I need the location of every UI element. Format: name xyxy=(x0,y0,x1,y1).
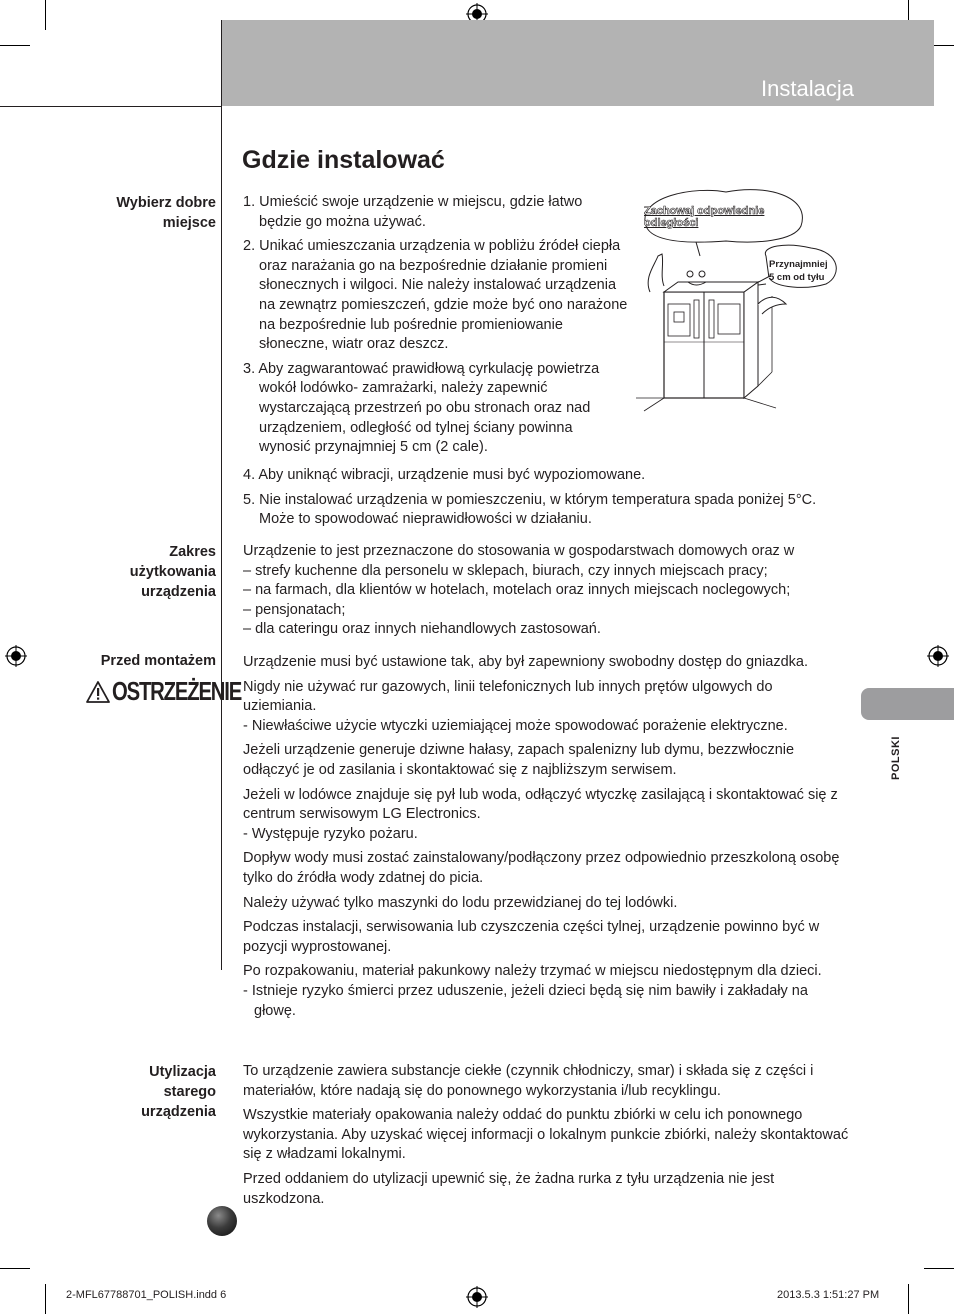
list-item: 5. Nie instalować urządzenia w pomieszczeniu, w którym temperatura spada poniżej 5°C. Może to spowodować nieprawidłowości w działaniu. xyxy=(243,491,817,528)
bubble-caption xyxy=(769,258,828,284)
section-label-disposal xyxy=(141,1062,216,1122)
usage-line: – na farmach, dla klientów w hotelach, motelach oraz innych miejscach noclegowych; xyxy=(243,582,791,599)
bubble-caption-line: 5 cm od tyłu xyxy=(769,272,825,283)
paragraph: - Niewłaściwe użycie wtyczki uziemiającej może spowodować porażenie elektryczne. xyxy=(243,717,788,734)
cloud-caption-line: odległości xyxy=(644,217,699,229)
footer-file: 2-MFL67788701_POLISH.indd 6 xyxy=(66,1289,227,1301)
label-line: użytkowania xyxy=(129,564,216,580)
before-install-text xyxy=(243,653,849,1026)
language-tab xyxy=(861,688,954,720)
disposal-text xyxy=(243,1062,849,1214)
crop-mark xyxy=(924,1268,954,1269)
label-line: urządzenia xyxy=(141,1104,216,1120)
bubble-caption-line: Przynajmniej xyxy=(769,259,828,270)
list-item: 4. Aby uniknąć wibracji, urządzenie musi być wypoziomowane. xyxy=(243,467,646,483)
column-divider xyxy=(221,20,222,970)
paragraph: Dopływ wody musi zostać zainstalowany/podłączony przez odpowiednio przeszkoloną osobę tylko do źródła wody zdatnej do picia. xyxy=(243,850,840,886)
usage-line: Urządzenie to jest przeznaczone do stosowania w gospodarstwach domowych oraz w xyxy=(243,543,795,559)
page-title: Gdzie instalować xyxy=(242,146,445,174)
section-label-location xyxy=(116,193,216,233)
crop-mark xyxy=(45,0,46,30)
list-item: 1. Umieścić swoje urządzenie w miejscu, gdzie łatwo będzie go można używać. xyxy=(243,194,583,230)
language-label: POLSKI xyxy=(889,736,902,780)
footer-timestamp: 2013.5.3 1:51:27 PM xyxy=(777,1289,880,1301)
usage-line: – pensjonatach; xyxy=(243,601,346,618)
paragraph: Nigdy nie używać rur gazowych, linii telefonicznych lub innych prętów ulgowych do uziemiania. xyxy=(243,678,773,715)
list-item: 2. Unikać umieszczania urządzenia w pobliżu źródeł ciepła oraz narażania go na bezpośrednie działanie promieni słonecznych i wilgoci. Nie należy instalować urządzenia na zewnątrz pomieszczeń, gdzie może być ono narażone na bezpośrednie lub pośrednie promieniowanie słoneczne, wiatr oraz deszcz. xyxy=(243,238,628,353)
paragraph: Wszystkie materiały opakowania należy oddać do punktu zbiórki w celu ich ponownego wykorzystania. Aby uzyskać więcej informacji o lokalnym punkcie zbiórki, należy skontaktować się z władzami lokalnymi. xyxy=(243,1107,849,1163)
registration-mark-icon xyxy=(927,645,949,667)
crop-mark xyxy=(0,45,30,46)
section-label-before-install: Przed montażem xyxy=(100,653,216,669)
label-line: miejsce xyxy=(162,215,216,231)
usage-line: – dla cateringu oraz innych niehandlowych zastosowań. xyxy=(243,621,601,638)
paragraph: Podczas instalacji, serwisowania lub czyszczenia części tylnej, urządzenie powinno być w pozycji wyprostowanej. xyxy=(243,919,820,955)
location-list-bottom xyxy=(243,466,849,535)
paragraph: To urządzenie zawiera substancje ciekłe (czynnik chłodniczy, smar) i składa się z części i materiałów, które nadają się do ponownego wykorzystania i/lub recyklingu. xyxy=(243,1063,814,1099)
paragraph: Urządzenie musi być ustawione tak, aby był zapewniony swobodny dostęp do gniazdka. xyxy=(243,654,809,670)
crop-mark xyxy=(0,1268,30,1269)
label-line: urządzenia xyxy=(141,584,216,600)
paragraph: Jeżeli w lodówce znajduje się pył lub woda, odłączyć wtyczkę zasilającą i skontaktować się z centrum serwisowym LG Electronics. xyxy=(243,786,838,823)
cloud-caption-line: Zachowaj odpowiednie xyxy=(644,205,765,217)
label-line: starego xyxy=(163,1084,216,1100)
registration-mark-icon xyxy=(5,645,27,667)
paragraph: Przed oddaniem do utylizacji upewnić się, że żadna rurka z tyłu urządzenia nie jest uszkodzona. xyxy=(243,1170,775,1207)
section-label-usage xyxy=(130,542,216,602)
label-line: Utylizacja xyxy=(149,1064,216,1080)
warning-label: OSTRZEŻENIE xyxy=(112,676,242,706)
label-line: Zakres xyxy=(169,544,216,560)
section-title: Instalacja xyxy=(761,76,854,101)
header-rule xyxy=(0,106,222,107)
usage-text xyxy=(243,542,849,640)
location-list-top xyxy=(243,193,628,463)
warning-triangle-icon xyxy=(86,680,110,704)
crop-mark xyxy=(45,1284,46,1314)
fridge-illustration xyxy=(636,186,846,416)
paragraph: - Istnieje ryzyko śmierci przez uduszenie, jeżeli dzieci będą się nim bawiły i zakładały na głowę. xyxy=(243,982,808,1019)
cloud-caption xyxy=(644,205,764,229)
list-item: 3. Aby zagwarantować prawidłową cyrkulację powietrza wokół lodówko- zamrażarki, należy zapewnić wystarczającą przestrzeń po obu stronach oraz nad urządzeniem, odległość od tylnej ściany powinna wynosić przynajmniej 5 cm (2 cale). xyxy=(243,360,600,456)
decorative-sphere xyxy=(207,1206,237,1236)
paragraph: Jeżeli urządzenie generuje dziwne hałasy, zapach spalenizny lub dymu, bezzwłocznie odłączyć je od zasilania i skontaktować się z najbliższym serwisem. xyxy=(243,742,795,778)
paragraph: - Występuje ryzyko pożaru. xyxy=(243,825,418,842)
paragraph: Po rozpakowaniu, materiał pakunkowy należy trzymać w miejscu niedostępnym dla dzieci. xyxy=(243,963,822,980)
registration-mark-icon xyxy=(466,1286,488,1308)
label-line: Wybierz dobre xyxy=(116,195,216,211)
crop-mark xyxy=(908,1284,909,1314)
usage-line: – strefy kuchenne dla personelu w sklepach, biurach, czy innych miejscach pracy; xyxy=(243,562,768,579)
paragraph: Należy używać tylko maszynki do lodu przewidzianej do tej lodówki. xyxy=(243,894,678,911)
